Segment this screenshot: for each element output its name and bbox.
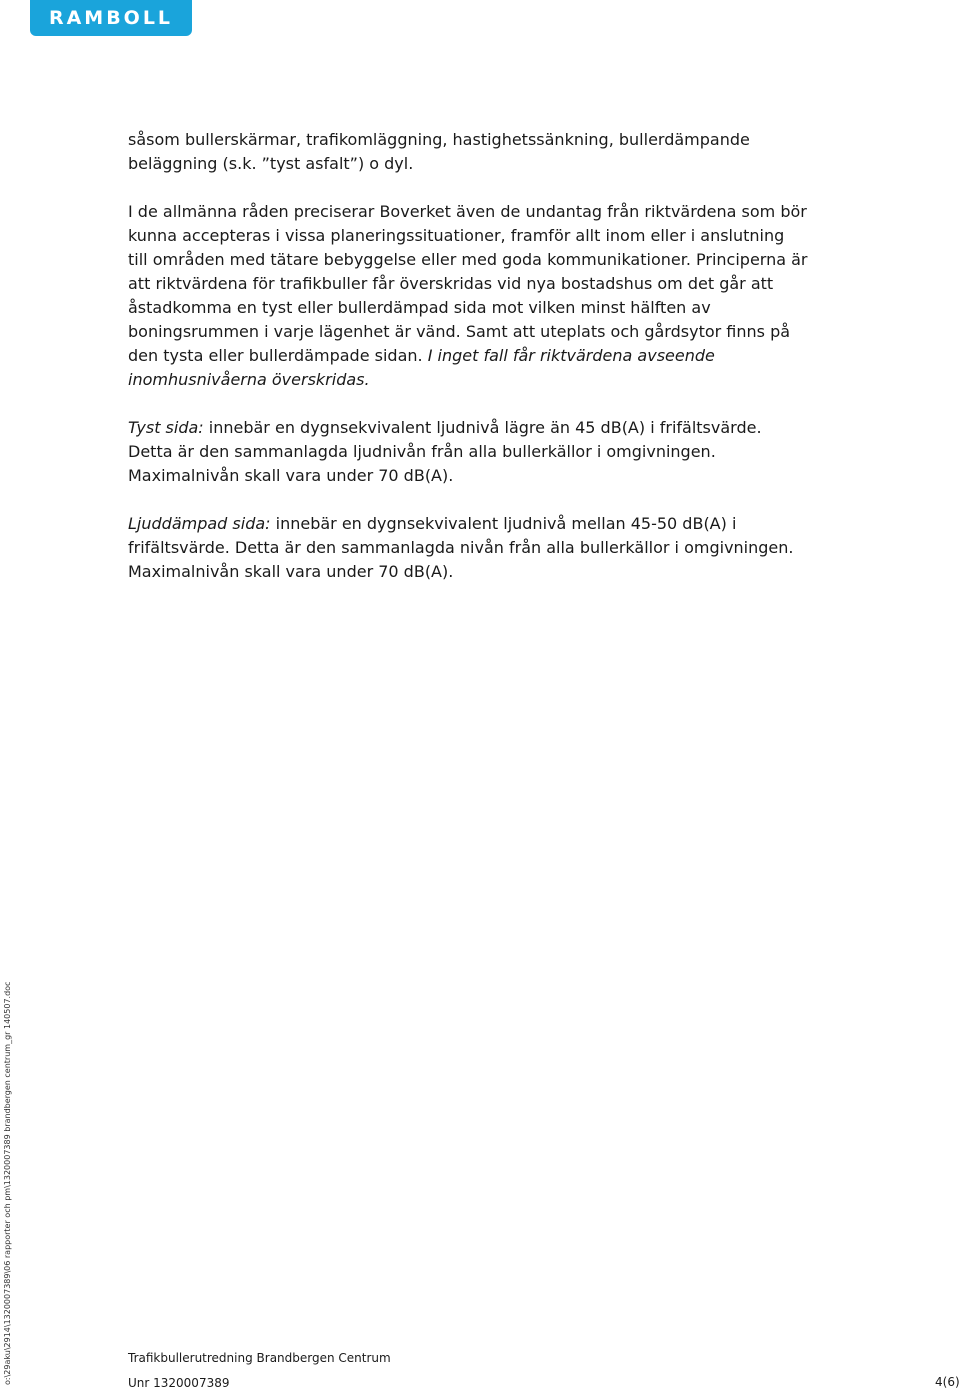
document-body [128, 128, 808, 608]
paragraph-2-text: I de allmänna råden preciserar Boverket även de undantag från riktvärdena som bör kunna accepteras i vissa planeringssituationer, framför allt inom eller i anslutning till områden med tätare bebyggelse eller med goda kommunikationer. Principerna är att riktvärdena för trafikbuller får överskridas vid nya bostadshus om det går att åstadkomma en tyst eller bullerdämpad sida mot vilken minst hälften av boningsrummen i varje lägenhet är vänd. Samt att uteplats och gårdsytor finns på den tysta eller bullerdämpade sidan. [128, 202, 808, 365]
definition-tyst-sida: innebär en dygnsekvivalent ljudnivå lägre än 45 dB(A) i frifältsvärde. Detta är den sammanlagda ljudnivån från alla bullerkällor i omgivningen. Maximalnivån skall vara under 70 dB(A). [128, 418, 762, 485]
file-path: o:\29aku\2914\1320007389\06 rapporter och pm\1320007389 brandbergen centrum_gr 140507.doc [3, 981, 12, 1385]
paragraph-2-italic: I inget fall får riktvärdena avseende inomhusnivåerna överskridas. [128, 346, 715, 389]
page-number: 4(6) [935, 1375, 960, 1389]
definition-ljuddampad-sida: innebär en dygnsekvivalent ljudnivå mellan 45-50 dB(A) i frifältsvärde. Detta är den sammanlagda nivån från alla bullerkällor i omgivningen. Maximalnivån skall vara under 70 dB(A). [128, 514, 794, 581]
paragraph-2 [128, 200, 808, 392]
footer-title: Trafikbullerutredning Brandbergen Centrum [128, 1351, 391, 1365]
paragraph-1: såsom bullerskärmar, trafikomläggning, hastighetssänkning, bullerdämpande beläggning (s.k. ”tyst asfalt”) o dyl. [128, 130, 750, 173]
ramboll-logo [30, 0, 192, 36]
paragraph-ljuddampad-sida [128, 512, 808, 584]
paragraph-tyst-sida [128, 416, 808, 488]
term-tyst-sida: Tyst sida: [128, 418, 204, 437]
logo-text: RAMBOLL [48, 7, 174, 29]
term-ljuddampad-sida: Ljuddämpad sida: [128, 514, 271, 533]
footer-number: Unr 1320007389 [128, 1376, 230, 1390]
